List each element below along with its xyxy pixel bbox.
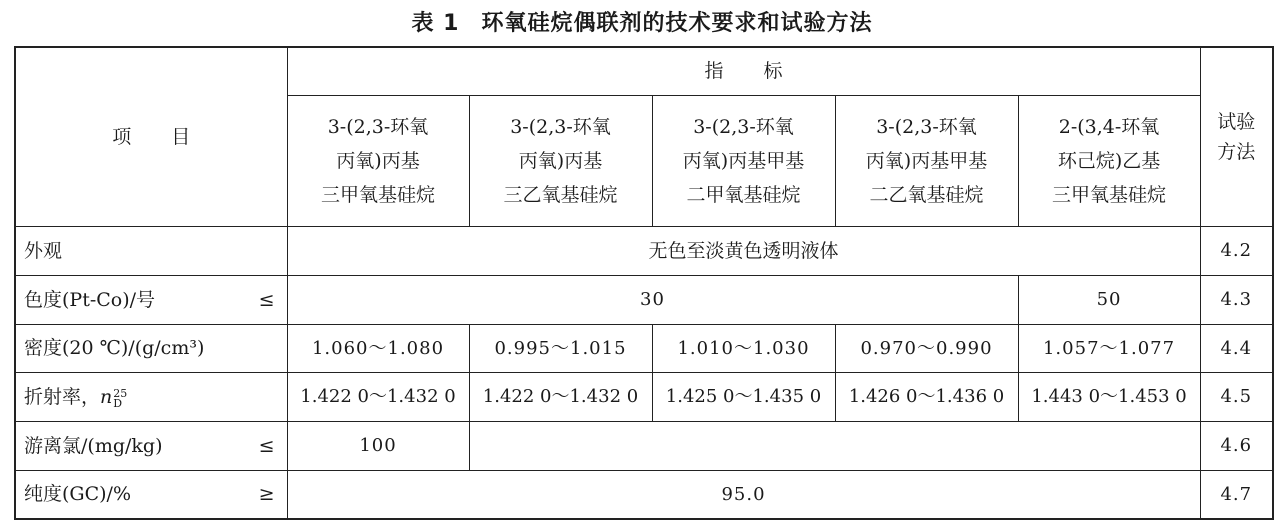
table-row <box>15 373 1273 422</box>
table-row <box>15 422 1273 471</box>
row-label-density: 密度(20 ℃)/(g/cm³) <box>15 324 287 373</box>
density-method: 4.4 <box>1200 324 1273 373</box>
color-value-b: 50 <box>1018 276 1200 325</box>
refractive-value-2: 1.422 0～1.432 0 <box>469 373 652 422</box>
product-header-1: 3-(2,3-环氧 丙氧)丙基 三甲氧基硅烷 <box>287 96 469 227</box>
indicator-header: 指 标 <box>287 47 1200 96</box>
density-value-3: 1.010～1.030 <box>652 324 835 373</box>
refractive-method: 4.5 <box>1200 373 1273 422</box>
method-header: 试验 方法 <box>1200 47 1273 227</box>
table-row <box>15 227 1273 276</box>
row-label-appearance: 外观 <box>15 227 287 276</box>
product-header-5: 2-(3,4-环氧 环己烷)乙基 三甲氧基硅烷 <box>1018 96 1200 227</box>
refractive-value-5: 1.443 0～1.453 0 <box>1018 373 1200 422</box>
product-header-4: 3-(2,3-环氧 丙氧)丙基甲基 二乙氧基硅烷 <box>835 96 1018 227</box>
density-value-4: 0.970～0.990 <box>835 324 1018 373</box>
product-header-3: 3-(2,3-环氧 丙氧)丙基甲基 二甲氧基硅烷 <box>652 96 835 227</box>
spec-table <box>14 46 1274 520</box>
item-header: 项 目 <box>15 47 287 227</box>
table-row <box>15 276 1273 325</box>
appearance-method: 4.2 <box>1200 227 1273 276</box>
chloride-value: 100 <box>287 422 469 471</box>
refractive-value-1: 1.422 0～1.432 0 <box>287 373 469 422</box>
appearance-value: 无色至淡黄色透明液体 <box>287 227 1200 276</box>
table-title-text: 环氧硅烷偶联剂的技术要求和试验方法 <box>481 11 873 36</box>
purity-method: 4.7 <box>1200 470 1273 519</box>
row-label-color: 色度(Pt-Co)/号 ≤ <box>15 276 287 325</box>
color-method: 4.3 <box>1200 276 1273 325</box>
table-row <box>15 324 1273 373</box>
row-label-refractive: 折射率，n25 D <box>15 373 287 422</box>
color-value-a: 30 <box>287 276 1018 325</box>
chloride-method: 4.6 <box>1200 422 1273 471</box>
row-label-chloride: 游离氯/(mg/kg) ≤ <box>15 422 287 471</box>
density-value-5: 1.057～1.077 <box>1018 324 1200 373</box>
density-value-2: 0.995～1.015 <box>469 324 652 373</box>
density-value-1: 1.060～1.080 <box>287 324 469 373</box>
table-title <box>0 6 1284 37</box>
refractive-value-3: 1.425 0～1.435 0 <box>652 373 835 422</box>
table-row <box>15 470 1273 519</box>
table-number: 表 1 <box>411 11 460 36</box>
refractive-value-4: 1.426 0～1.436 0 <box>835 373 1018 422</box>
row-label-purity: 纯度(GC)/% ≥ <box>15 470 287 519</box>
chloride-empty <box>469 422 1200 471</box>
product-header-2: 3-(2,3-环氧 丙氧)丙基 三乙氧基硅烷 <box>469 96 652 227</box>
purity-value: 95.0 <box>287 470 1200 519</box>
